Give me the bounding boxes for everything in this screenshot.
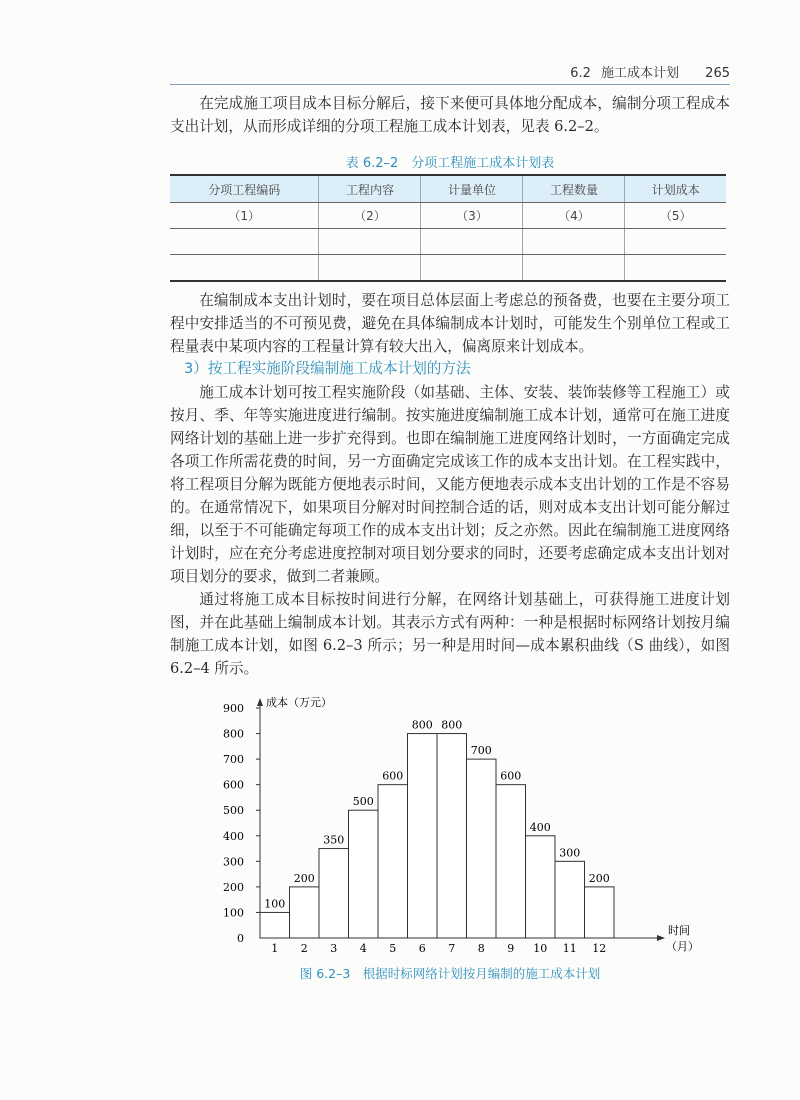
y-tick-label: 100 (223, 906, 244, 920)
bar-value-label: 350 (323, 833, 345, 847)
table-header-cell: 工程内容 (319, 175, 421, 203)
table-header-cell: 分项工程编码 (170, 175, 319, 203)
bar-value-label: 500 (352, 795, 374, 809)
table-cell: （3） (421, 203, 523, 229)
table-cell (170, 229, 319, 255)
table-cell (319, 229, 421, 255)
bar (349, 810, 379, 938)
monthly-cost-bar-chart (220, 690, 699, 960)
header-section-number: 6.2 (570, 66, 591, 81)
x-tick-label: 7 (448, 942, 456, 955)
y-tick-label: 500 (223, 804, 244, 818)
table-cell (319, 255, 421, 282)
page-number: 265 (705, 66, 730, 81)
table-row (170, 229, 726, 255)
x-axis-label: 时间 (668, 924, 690, 937)
section-heading: 3）按工程实施阶段编制施工成本计划的方法 (184, 360, 471, 377)
bar-value-label: 700 (470, 744, 492, 758)
bar (290, 887, 320, 938)
table-cell (523, 255, 625, 282)
table-header-row (170, 175, 726, 203)
x-tick-label: 3 (330, 942, 338, 955)
table-cell (523, 229, 625, 255)
paragraph-intro: 在完成施工项目成本目标分解后，接下来便可具体地分配成本，编制分项工程成本支出计划，从而形成详细的分项工程施工成本计划表，见表 6.2–2。 (170, 95, 730, 135)
y-tick-label: 200 (223, 880, 244, 894)
table-cell (625, 229, 726, 255)
bar (319, 849, 349, 938)
table-header-cell: 计划成本 (625, 175, 726, 203)
table-row (170, 203, 726, 229)
bar (585, 887, 615, 938)
bar-value-label: 200 (588, 871, 610, 885)
table-cell: （1） (170, 203, 319, 229)
x-tick-label: 11 (562, 942, 577, 955)
bar (408, 734, 438, 938)
running-header (170, 62, 730, 81)
paragraph-method: 施工成本计划可按工程实施阶段（如基础、主体、安装、装饰装修等工程施工）或按月、季、年等实施进度进行编制。按实施进度编制施工成本计划，通常可在施工进度网络计划的基础上进一步扩充得到。也即在编制施工进度网络计划时，一方面确定完成各项工作所需花费的时间，另一方面确定完成该工作的成本支出计划。在工程实践中，将工程项目分解为既能方便地表示时间，又能方便地表示成本支出计划的工作是不容易的。在通常情况下，如果项目分解对时间控制合适的话，则对成本支出计划可能分解过细，以至于不可能确定每项工作的成本支出计划；反之亦然。因此在编制施工进度网络计划时，应在充分考虑进度控制对项目划分要求的同时，还要考虑确定成本支出计划对项目划分的要求，做到二者兼顾。 (170, 384, 730, 585)
bar (378, 785, 408, 938)
table-cell (625, 255, 726, 282)
bar-value-label: 600 (382, 769, 404, 783)
table-cell (421, 255, 523, 282)
bar (496, 785, 526, 938)
x-tick-label: 9 (507, 942, 515, 955)
bar (555, 861, 585, 938)
y-axis-label: 成本（万元） (266, 696, 332, 709)
x-tick-label: 2 (300, 942, 308, 955)
y-tick-label: 800 (223, 727, 244, 741)
y-tick-label: 300 (223, 855, 244, 869)
y-tick-label: 400 (223, 829, 244, 843)
header-section-title: 施工成本计划 (601, 66, 680, 81)
x-tick-label: 1 (271, 942, 279, 955)
y-tick-label: 600 (223, 778, 244, 792)
bar (437, 734, 467, 938)
y-tick-label: 0 (237, 932, 244, 945)
paragraph-representation: 通过将施工成本目标按时间进行分解，在网络计划基础上，可获得施工进度计划图，并在此基础上编制成本计划。其表示方式有两种：一种是根据时标网络计划按月编制施工成本计划，如图 6.2–3 所示；另一种是用时间—成本累积曲线（S 曲线），如图 6.2–4 所示。 (170, 591, 730, 677)
bar (260, 912, 290, 938)
x-tick-label: 10 (533, 942, 548, 955)
bar (467, 759, 497, 938)
bar (526, 836, 556, 938)
x-tick-label: 4 (359, 942, 367, 955)
table-cell (170, 255, 319, 282)
cost-plan-table (170, 174, 726, 282)
table-caption: 表 6.2–2 分项工程施工成本计划表 (345, 156, 555, 171)
table-cell (421, 229, 523, 255)
figure-caption: 图 6.2–3 根据时标网络计划按月编制的施工成本计划 (299, 966, 601, 981)
paragraph-contingency: 在编制成本支出计划时，要在项目总体层面上考虑总的预备费，也要在主要分项工程中安排适当的不可预见费，避免在具体编制成本计划时，可能发生个别单位工程或工程量表中某项内容的工程量计算有较大出入，偏离原来计划成本。 (170, 292, 730, 355)
x-axis-label-unit: （月） (666, 940, 699, 953)
table-header-cell: 计量单位 (421, 175, 523, 203)
bar-value-label: 300 (559, 846, 581, 860)
bar-value-label: 800 (441, 718, 463, 732)
x-tick-label: 6 (418, 942, 426, 955)
bar-value-label: 800 (411, 718, 433, 732)
x-tick-label: 12 (592, 942, 607, 955)
x-axis-arrow (657, 935, 665, 941)
bar-value-label: 600 (500, 769, 522, 783)
y-tick-label: 900 (223, 702, 244, 715)
table-cell: （4） (523, 203, 625, 229)
x-tick-label: 5 (389, 942, 397, 955)
table-cell: （2） (319, 203, 421, 229)
y-axis-arrow (257, 698, 263, 706)
header-rule (170, 84, 730, 85)
bar-value-label: 100 (264, 897, 286, 911)
table-cell: （5） (625, 203, 726, 229)
table-row (170, 255, 726, 282)
table-header-cell: 工程数量 (523, 175, 625, 203)
bar-value-label: 400 (529, 820, 551, 834)
y-tick-label: 700 (223, 753, 244, 767)
x-tick-label: 8 (477, 942, 485, 955)
bar-value-label: 200 (293, 871, 315, 885)
